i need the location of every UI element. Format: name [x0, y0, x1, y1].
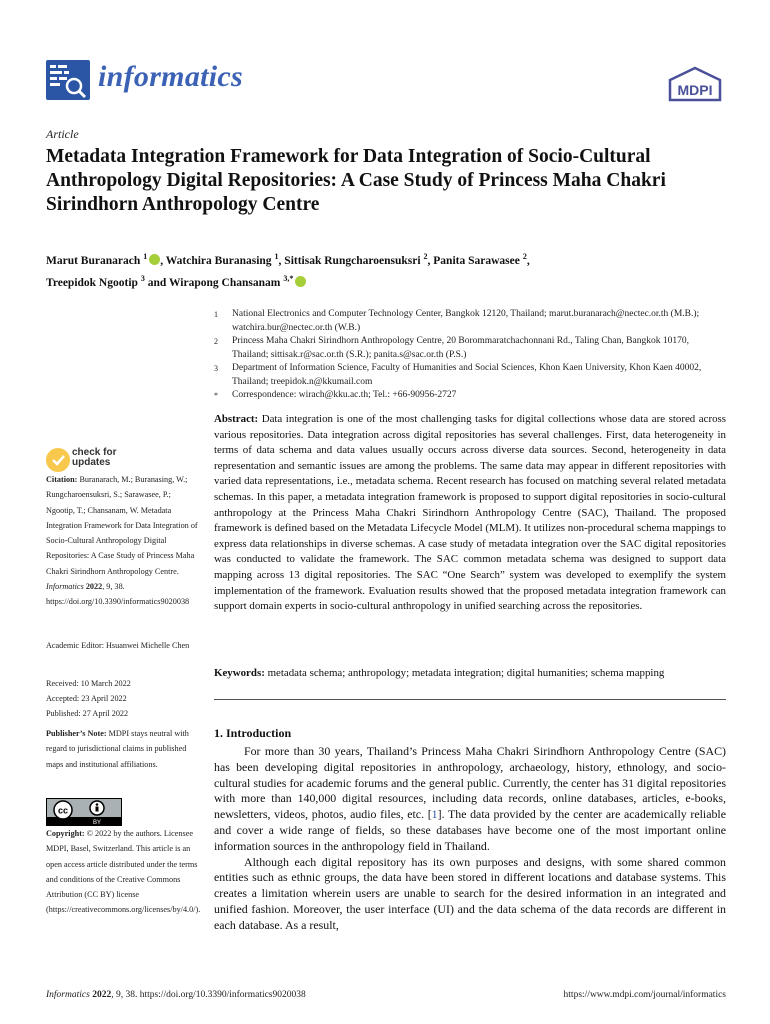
check-line1: check for	[72, 447, 117, 458]
orcid-icon[interactable]	[295, 276, 306, 287]
intro-paragraph-1	[214, 744, 726, 855]
copyright-block	[46, 826, 201, 918]
footer-rest[interactable]: , 9, 38. https://doi.org/10.3390/informatics9020038	[111, 990, 306, 1000]
author-separator: and	[144, 276, 169, 289]
citation-text: Buranarach, M.; Buranasing, W.; Rungcharoensuksri, S.; Sarawasee, P.; Ngootip, T.; Chansanam, W. Metadata Integration Framework for Data Integration of Socio-Cultural Anthropology Digital Repositories: A Case Study of Princess Maha Chakri Sirindhorn Anthropology Centre.	[46, 475, 198, 576]
mdpi-logo-icon	[666, 66, 724, 104]
footer-year: 2022	[92, 990, 112, 1000]
author-affiliation-mark: 3	[140, 273, 145, 283]
check-for-updates-button[interactable]	[72, 448, 116, 468]
check-for-updates-icon[interactable]	[46, 448, 70, 472]
author-separator: ,	[526, 254, 530, 267]
published-date: Published: 27 April 2022	[46, 709, 129, 718]
copyright-text: © 2022 by the authors. Licensee MDPI, Basel, Switzerland. This article is an open access article distributed under the terms and conditions of the Creative Commons Attribution (CC BY) license (https://creativecommons.org/licenses/by/4.0/).	[46, 829, 201, 915]
author-list	[46, 248, 706, 292]
keywords	[214, 666, 726, 681]
keywords-label: Keywords:	[214, 667, 265, 679]
citation-journal: Informatics	[46, 582, 84, 592]
intro-paragraph-2: Although each digital repository has its own purposes and designs, with some shared common entities such as ethnic groups, the data have been stored in different locations and database systems. This creates a limitation wherein users are unable to search for the desired information in an integrated and unified fashion. Moreover, the user interface (UI) and the data schema of the data records are different in each database. As a result,	[214, 854, 726, 932]
abstract-label: Abstract:	[214, 413, 259, 425]
svg-text:cc: cc	[57, 805, 69, 816]
intro-p1-after: ]. The data provided by the center are academically reliable and cover a wide range of fields, so these databases have become one of the most important online information sources in the anthropology field in Thailand.	[214, 807, 727, 853]
paper-title: Metadata Integration Framework for Data Integration of Socio-Cultural Anthropology Digital Repositories: A Case Study of Princess Maha Chakri Sirindhorn Anthropology Centre	[46, 146, 666, 215]
cc-by-license-icon[interactable]	[46, 798, 122, 826]
received-date: Received: 10 March 2022	[46, 679, 131, 688]
abstract-text: Data integration is one of the most challenging tasks for digital collections whose data are stored across various repositories. Data integration across digital repositories has several challenges. First, data heterogeneity in terms of data schema and data values usually occurs across diverse data sources. Second, heterogeneity in data representation and semantic issues are among the problems. The same data may appear in different repositories with varied data representations, i.e., metadata schema. Recent research has focused on matching several related metadata schemas. In this paper, a metadata integration framework is proposed to support digital repositories in socio-cultural anthropology at the Princess Maha Chakri Sirindhorn Anthropology Centre (SAC), Thailand. The proposed framework is defined based on the Metadata Lifecycle Model (MLM). It utilizes non-procedural schema mappings to express data relationships in diverse schemas. A case study of metadata integration over the SAC digital repositories was conducted to validate the framework. The SAC common metadata schema was designed to support data mapping across 13 digital repositories. The SAC “One Search” system was developed to exemplify the system implementation of the framework. Evaluation results showed that the proposed metadata integration framework can support domain experts in socio-cultural anthropology in unified searching across the repositories.	[214, 413, 726, 613]
affiliation-text: Department of Information Science, Faculty of Humanities and Social Sciences, Khon Kaen University, Khon Kaen 40002, Thailand; treepidok.n@kkumail.com	[232, 363, 702, 387]
author-affiliation-mark: 1	[274, 252, 279, 261]
affiliation-text: Princess Maha Chakri Sirindhorn Anthropology Centre, 20 Borommaratchachonnani Rd., Taling Chan, Bangkok 10170, Thailand; sittisak.r@sac.or.th (S.R.); panita.s@sac.or.th (P.S.)	[232, 336, 689, 360]
author-separator: ,	[278, 254, 285, 267]
affiliation-mark: 3	[214, 364, 218, 373]
author-name: Treepidok Ngootip	[46, 276, 138, 289]
citation-rest[interactable]: , 9, 38. https://doi.org/10.3390/informatics9020038	[46, 582, 190, 607]
author-name: Wirapong Chansanam	[169, 276, 281, 289]
section-heading-introduction: 1. Introduction	[214, 726, 292, 740]
author-name: Marut Buranarach	[46, 254, 141, 267]
reference-link[interactable]: 1	[431, 807, 438, 822]
citation-label: Citation:	[46, 475, 78, 484]
affiliation-text: National Electronics and Computer Technology Center, Bangkok 12120, Thailand; marut.buranarach@nectec.or.th (M.B.); watchira.bur@nectec.or.th (W.B.)	[232, 309, 700, 333]
publisher-note	[46, 726, 198, 772]
author-name: Watchira Buranasing	[165, 254, 272, 267]
section-divider	[214, 699, 726, 700]
footer-journal: Informatics	[46, 990, 90, 1000]
introduction-body	[214, 744, 726, 934]
article-type: Article	[46, 127, 79, 141]
svg-text:BY: BY	[92, 820, 102, 825]
author-name: Sittisak Rungcharoensuksri	[284, 254, 421, 267]
accepted-date: Accepted: 23 April 2022	[46, 694, 127, 703]
abstract	[214, 412, 726, 615]
check-line2: updates	[72, 457, 111, 468]
footer-citation	[46, 990, 306, 1000]
author-separator: ,	[427, 254, 434, 267]
citation-block	[46, 472, 198, 610]
affiliation-mark: 1	[214, 310, 218, 319]
orcid-icon[interactable]	[149, 254, 160, 265]
affiliation-text: Correspondence: wirach@kku.ac.th; Tel.: +66-90956-2727	[232, 390, 457, 400]
affiliation-item	[214, 389, 726, 403]
affiliation-mark: *	[214, 391, 218, 400]
author-affiliation-mark: 1	[143, 252, 148, 261]
journal-logo-icon	[46, 60, 90, 100]
publisher-note-label: Publisher’s Note:	[46, 729, 107, 738]
affiliation-item	[214, 335, 726, 362]
mdpi-logo-text: MDPI	[677, 82, 713, 98]
affiliation-item	[214, 308, 726, 335]
keywords-text: metadata schema; anthropology; metadata integration; digital humanities; schema mapping	[267, 667, 665, 679]
author-affiliation-mark: 2	[423, 252, 428, 261]
author-separator: ,	[160, 254, 166, 267]
footer-journal-url[interactable]: https://www.mdpi.com/journal/informatics	[563, 990, 726, 1000]
affiliation-item	[214, 362, 726, 389]
copyright-label: Copyright:	[46, 829, 85, 838]
publisher-note-text: MDPI stays neutral with regard to jurisdictional claims in published maps and institutional affiliations.	[46, 729, 189, 769]
author-affiliation-mark: 2	[522, 252, 527, 261]
intro-p1-before: For more than 30 years, Thailand’s Princess Maha Chakri Sirindhorn Anthropology Centre (SAC) has been developing digital repositories in anthropology, archaeology, history, ethnology, and socio-cultural studies for academic forums and the general public. Currently, the center has 31 digital repositories with more than 140,000 digital resources, including data records, online databases, articles, e-books, newsletters, videos, photos, audio files, etc. [	[214, 744, 726, 822]
author-affiliation-mark: 3,*	[283, 273, 294, 283]
citation-year: 2022	[85, 582, 103, 592]
affiliation-mark: 2	[214, 337, 218, 346]
affiliations	[214, 308, 726, 403]
academic-editor: Academic Editor: Hsuanwei Michelle Chen	[46, 641, 190, 650]
journal-name: informatics	[98, 60, 243, 93]
author-name: Panita Sarawasee	[433, 254, 520, 267]
